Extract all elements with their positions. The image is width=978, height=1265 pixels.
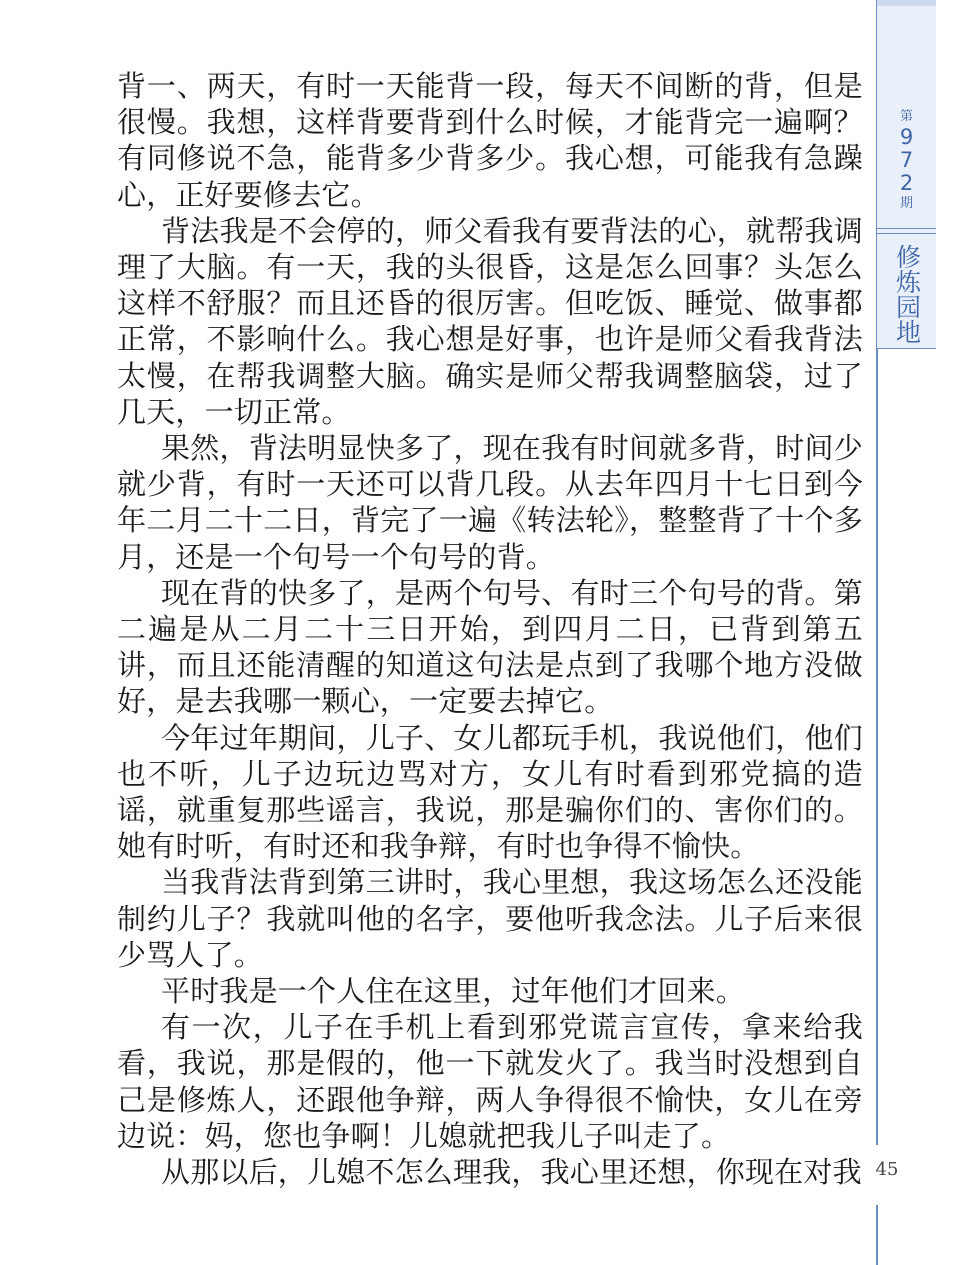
margin-rule xyxy=(876,348,878,1145)
column-title-text: 修炼园地 xyxy=(892,244,922,344)
paragraph: 现在背的快多了，是两个句号、有时三个句号的背。第二遍是从二月二十三日开始，到四月二日，已背到第五讲，而且还能清醒的知道这句法是点到了我哪个地方没做好，是去我哪一颗心，一定要去掉它。 xyxy=(117,575,863,719)
paragraph: 背一、两天，有时一天能背一段，每天不间断的背，但是很慢。我想，这样背要背到什么时候，才能背完一遍啊？有同修说不急，能背多少背多少。我心想，可能我有急躁心，正好要修去它。 xyxy=(117,69,863,212)
issue-digit: 2 xyxy=(899,171,914,195)
column-title xyxy=(877,244,936,344)
issue-digit: 9 xyxy=(899,125,914,149)
page-number: 45 xyxy=(875,1159,899,1180)
issue-digit: 7 xyxy=(899,148,914,172)
issue-number xyxy=(877,108,936,213)
article-body xyxy=(117,68,863,1190)
tab-divider xyxy=(877,228,936,229)
column-tab xyxy=(876,0,936,349)
paragraph: 平时我是一个人住在这里，过年他们才回来。 xyxy=(161,974,746,1009)
paragraph: 当我背法背到第三讲时，我心里想，我这场怎么还没能制约儿子？我就叫他的名字，要他听我念法。儿子后来很少骂人了。 xyxy=(117,865,863,972)
margin-rule xyxy=(876,1205,878,1265)
paragraph: 果然，背法明显快多了，现在我有时间就多背，时间少就少背，有时一天还可以背几段。从去年四月十七日到今年二月二十二日，背完了一遍《转法轮》，整整背了十个多月，还是一个句号一个句号的背。 xyxy=(117,431,863,574)
tab-top-band xyxy=(877,0,936,6)
paragraph: 有一次，儿子在手机上看到邪党谎言宣传，拿来给我看，我说，那是假的，他一下就发火了。我当时没想到自己是修炼人，还跟他争辩，两人争得很不愉快，女儿在旁边说：妈，您也争啊！儿媳就把我儿子叫走了。 xyxy=(117,1010,863,1153)
tab-divider xyxy=(877,233,936,234)
issue-suffix: 期 xyxy=(899,196,913,211)
paragraph: 背法我是不会停的，师父看我有要背法的心，就帮我调理了大脑。有一天，我的头很昏，这是怎么回事？头怎么这样不舒服？而且还昏的很厉害。但吃饭、睡觉、做事都正常，不影响什么。我心想是好事，也许是师父看我背法太慢，在帮我调整大脑。确实是师父帮我调整脑袋，过了几天，一切正常。 xyxy=(117,213,863,429)
paragraph: 今年过年期间，儿子、女儿都玩手机，我说他们，他们也不听，儿子边玩边骂对方，女儿有时看到邪党搞的造谣，就重复那些谣言，我说，那是骗你们的、害你们的。她有时听，有时还和我争辩，有时也争得不愉快。 xyxy=(117,720,863,864)
paragraph: 从那以后，儿媳不怎么理我，我心里还想，你现在对我 xyxy=(161,1155,862,1190)
issue-prefix: 第 xyxy=(899,109,913,124)
